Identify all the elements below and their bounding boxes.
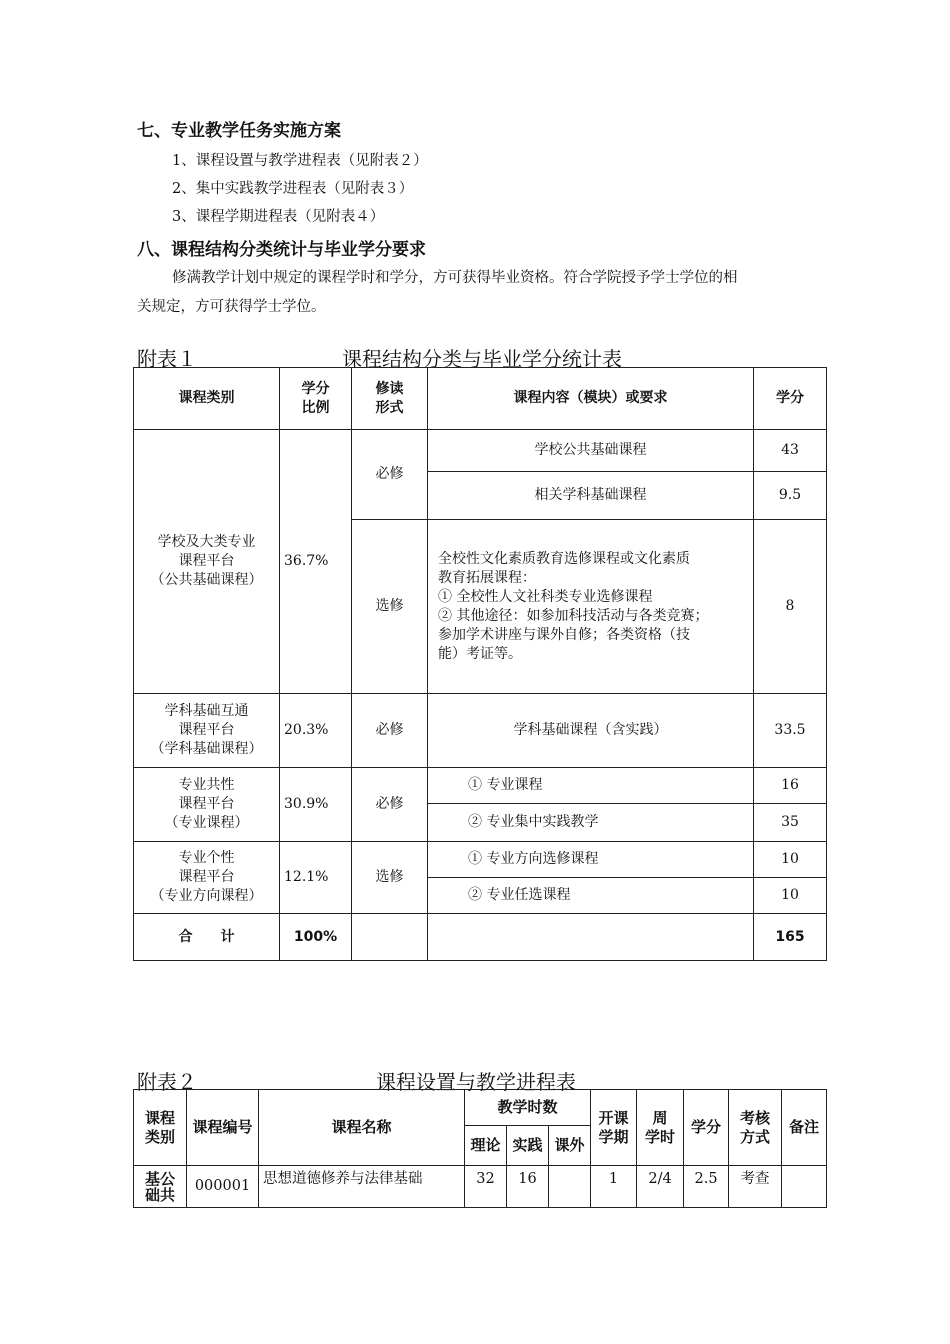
section8-paragraph-line1: 修满教学计划中规定的课程学时和学分，方可获得毕业资格。符合学院授予学士学位的相 (172, 270, 738, 286)
section7-heading: 七、专业教学任务实施方案 (137, 121, 341, 141)
table2-header-name: 课程名称 (259, 1090, 465, 1166)
table-row (134, 768, 827, 804)
table1-mode: 选修 (352, 842, 428, 914)
table1-title: 课程结构分类与毕业学分统计表 (342, 347, 622, 371)
table1-ratio: 30.9% (280, 768, 352, 842)
table2-header-code: 课程编号 (187, 1090, 259, 1166)
table2-header-credits: 学分 (684, 1090, 729, 1166)
table1-header-row (134, 368, 827, 430)
table2-row-remarks (782, 1166, 827, 1208)
table1-content: 学校公共基础课程 (428, 430, 754, 472)
table1-mode: 必修 (352, 768, 428, 842)
table2-row-weekly: 2/4 (637, 1166, 684, 1208)
table2-row-theory: 32 (465, 1166, 507, 1208)
table-row (134, 842, 827, 878)
table1-header-category: 课程类别 (134, 368, 280, 430)
table-row (134, 1166, 827, 1208)
table1-credits: 10 (754, 842, 827, 878)
table-row (134, 694, 827, 768)
table1-total-label: 合 计 (134, 914, 280, 961)
table2-header-assessment: 考核 方式 (729, 1090, 782, 1166)
table1-header-mode: 修读 形式 (352, 368, 428, 430)
table1-credits: 9.5 (754, 472, 827, 520)
table2-header-hours: 教学时数 (465, 1090, 591, 1126)
table1-mode-elective: 选修 (352, 520, 428, 694)
table1-credits: 43 (754, 430, 827, 472)
table-row (134, 430, 827, 472)
table2-row-category: 基 础公 共 (134, 1166, 187, 1208)
table1-header-content: 课程内容（模块）或要求 (428, 368, 754, 430)
table1-mode: 必修 (352, 694, 428, 768)
table2-row-name: 思想道德修养与法律基础 (259, 1166, 465, 1208)
table1-content: 学科基础课程（含实践） (428, 694, 754, 768)
table2-header-row (134, 1090, 827, 1126)
table1-category-direction: 专业个性 课程平台 （专业方向课程） (134, 842, 280, 914)
table1-category-major: 专业共性 课程平台 （专业课程） (134, 768, 280, 842)
table1-total-mode (352, 914, 428, 961)
table1 (133, 367, 827, 961)
table2-header-semester: 开课 学期 (591, 1090, 637, 1166)
table1-category-discipline: 学科基础互通 课程平台 （学科基础课程） (134, 694, 280, 768)
table1-content: ② 专业任选课程 (428, 878, 754, 914)
table1-total-ratio: 100% (280, 914, 352, 961)
table1-content: 相关学科基础课程 (428, 472, 754, 520)
table1-total-content (428, 914, 754, 961)
table1-content: ② 专业集中实践教学 (428, 804, 754, 842)
table1-total-row (134, 914, 827, 961)
table1-credits: 16 (754, 768, 827, 804)
table1-content-elective: 全校性文化素质教育选修课程或文化素质 教育拓展课程： ① 全校性人文社科类专业选修课程 ② 其他途径：如参加科技活动与各类竞赛； 参加学术讲座与课外自修；各类资格（技 能）考证等。 (428, 520, 754, 694)
table1-credits: 33.5 (754, 694, 827, 768)
table2-label: 附表２ (137, 1070, 197, 1094)
section8-paragraph-line2: 关规定，方可获得学士学位。 (137, 299, 326, 315)
table2-header-practice: 实践 (507, 1126, 549, 1166)
table2-row-semester: 1 (591, 1166, 637, 1208)
table2-header-theory: 理论 (465, 1126, 507, 1166)
table2-row-code: 000001 (187, 1166, 259, 1208)
table1-header-ratio: 学分 比例 (280, 368, 352, 430)
table1-category-public: 学校及大类专业 课程平台 （公共基础课程） (134, 430, 280, 694)
table2-header-category: 课程 类别 (134, 1090, 187, 1166)
section7-item-1: 1、课程设置与教学进程表（见附表２） (172, 153, 428, 169)
table1-label: 附表１ (137, 347, 197, 371)
section8-heading: 八、课程结构分类统计与毕业学分要求 (137, 240, 426, 260)
table2-header-remarks: 备注 (782, 1090, 827, 1166)
table1-credits: 35 (754, 804, 827, 842)
table1-ratio: 20.3% (280, 694, 352, 768)
table1-ratio: 12.1% (280, 842, 352, 914)
table1-credits: 8 (754, 520, 827, 694)
table1-ratio-public: 36.7% (280, 430, 352, 694)
table2-row-extra (549, 1166, 591, 1208)
table1-credits: 10 (754, 878, 827, 914)
section7-item-3: 3、课程学期进程表（见附表４） (172, 209, 385, 225)
table1-mode-required: 必修 (352, 430, 428, 520)
table2-title: 课程设置与教学进程表 (376, 1070, 576, 1094)
table1-content: ① 专业课程 (428, 768, 754, 804)
table2 (133, 1089, 827, 1208)
section7-item-2: 2、集中实践教学进程表（见附表３） (172, 181, 414, 197)
table2-header-weekly: 周 学时 (637, 1090, 684, 1166)
table2-header-extra: 课外 (549, 1126, 591, 1166)
table1-total-credits: 165 (754, 914, 827, 961)
table2-row-assessment: 考查 (729, 1166, 782, 1208)
table2-row-credits: 2.5 (684, 1166, 729, 1208)
table1-header-credits: 学分 (754, 368, 827, 430)
table1-content: ① 专业方向选修课程 (428, 842, 754, 878)
table2-row-practice: 16 (507, 1166, 549, 1208)
